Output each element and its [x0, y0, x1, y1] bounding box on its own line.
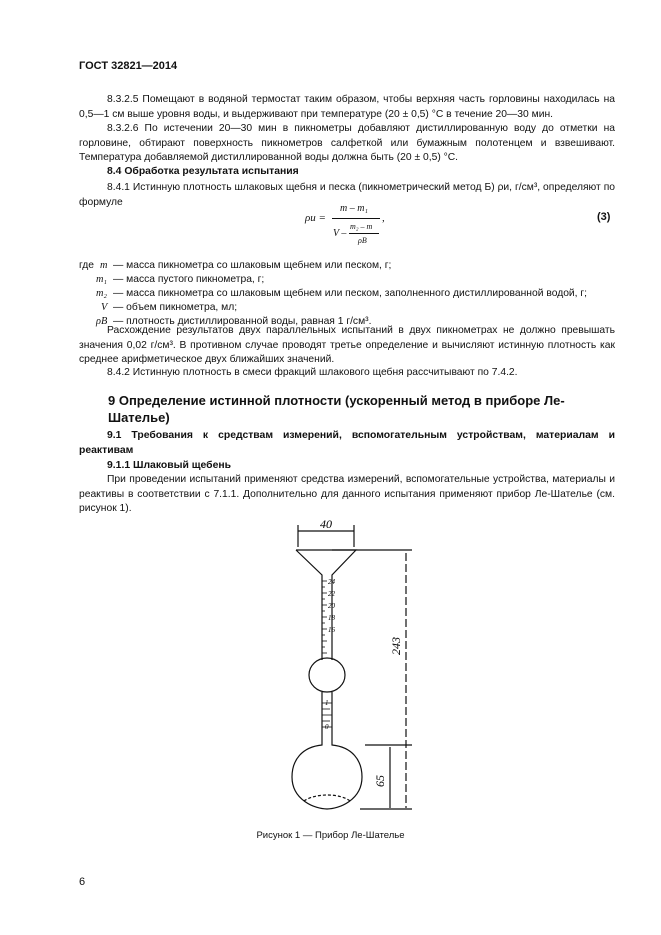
paragraph-discrepancy: Расхождение результатов двух параллельных испытаний в двух пикнометрах не должно превышать значения 0,02 г/см³. В противном случае проводят третье определение и вычисляют истинную плотность как среднее арифметическое двух ближайших значений.: [79, 325, 615, 365]
formula-lhs: ρи =: [305, 212, 326, 224]
paragraph-8-4-2: 8.4.2 Истинную плотность в смеси фракций шлакового щебня рассчитывают по 7.4.2.: [107, 367, 518, 378]
scale-label: 1: [325, 699, 329, 707]
paragraph-9-1-1: При проведении испытаний применяют средства измерений, вспомогательные устройства, материалы и реактивы в соответствии с 7.1.1. Дополнительно для данного испытания применяют прибор Ле-Шателье (см. рисунок 1).: [79, 474, 615, 514]
bulb: [309, 658, 345, 692]
def-text-m1: — масса пустого пикнометра, г;: [113, 274, 265, 285]
def-text-m2: — масса пикнометра со шлаковым щебнем или песком, заполненного дистиллированной водой, г;: [113, 288, 588, 299]
formula-inner-numerator: m₂ – m: [350, 222, 373, 231]
flask-bottom-dashed: [304, 795, 350, 801]
dim-bottom-label: 65: [373, 775, 387, 787]
scale-label: 20: [328, 602, 335, 610]
where-label: где: [79, 260, 95, 271]
dim-total-label: 243: [389, 637, 403, 655]
formula-comma: ,: [382, 212, 385, 224]
scale-label: 22: [328, 590, 335, 598]
le-chatelier-flask-drawing: [260, 515, 440, 820]
heading-section-9: 9 Определение истинной плотности (ускоренный метод в приборе Ле-Шателье): [108, 393, 565, 425]
def-text-v: — объем пикнометра, мл;: [113, 302, 238, 313]
dim-top-label: 40: [320, 517, 332, 531]
heading-8-4: 8.4 Обработка результата испытания: [107, 166, 299, 177]
flask-body: [292, 692, 362, 809]
standard-header: ГОСТ 32821—2014: [79, 60, 178, 72]
equation-number: (3): [597, 211, 611, 223]
paragraph-8-3-2-5: 8.3.2.5 Помещают в водяной термостат таким образом, чтобы верхняя часть горловины находилась на 0,5—1 см выше уровня воды, и выдерживают при температуре (20 ± 0,5) °С в течение 20—30 мин.: [79, 94, 615, 120]
formula-numerator: m – m₁: [340, 203, 368, 214]
scale-label: 18: [328, 614, 335, 622]
figure-caption: Рисунок 1 — Прибор Ле-Шателье: [256, 830, 405, 841]
heading-9-1-1: 9.1.1 Шлаковый щебень: [107, 460, 232, 471]
formula-inner-bar: [349, 233, 379, 234]
page-number: 6: [79, 876, 86, 888]
heading-9-1: 9.1 Требования к средствам измерений, вспомогательным устройствам, материалам и реактивам: [79, 430, 615, 456]
scale-label: 16: [328, 626, 335, 634]
def-text-m: — масса пикнометра со шлаковым щебнем или песком, г;: [113, 260, 392, 271]
scale-label: 0: [325, 723, 329, 731]
def-symbol-m2: m₂: [96, 288, 108, 299]
paragraph-8-4-1: 8.4.1 Истинную плотность шлаковых щебня и песка (пикнометрический метод Б) ρи, г/см³, определяют по формуле: [79, 182, 615, 208]
paragraph-8-3-2-6: 8.3.2.6 По истечении 20—30 мин в пикнометры добавляют дистиллированную воду до отметки на горловине, обтирают поверхность пикнометров салфеткой или бумажным полотенцем и взвешивают. Температура добавляемой дистиллированной воды должна быть (20 ± 0,5) °С.: [79, 123, 615, 163]
def-symbol-m1: m₁: [96, 274, 108, 285]
formula-fraction-bar: [332, 218, 380, 219]
scale-label: 24: [328, 578, 335, 586]
def-symbol-v: V: [101, 302, 108, 313]
def-symbol-rho-b: ρB: [96, 316, 108, 327]
def-symbol-m: m: [100, 260, 108, 271]
formula-inner-denominator: ρB: [358, 236, 367, 245]
def-text-rho-b: — плотность дистиллированной воды, равная 1 г/см³.: [113, 316, 372, 327]
formula-den-v: V –: [333, 228, 347, 239]
